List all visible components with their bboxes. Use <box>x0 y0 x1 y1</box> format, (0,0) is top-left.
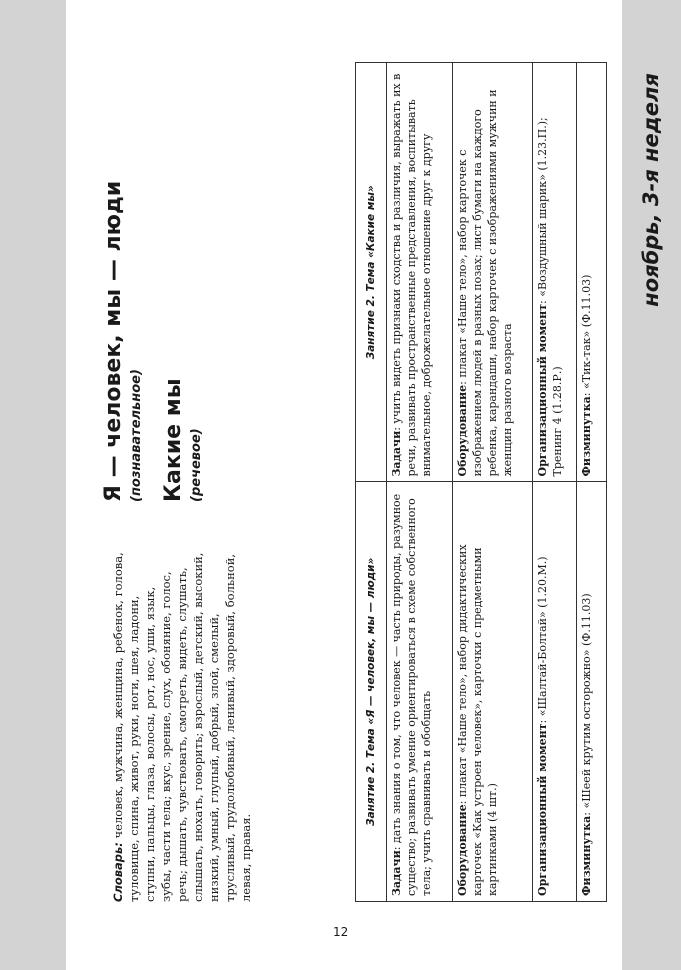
vocabulary-label: Словарь: <box>111 842 125 902</box>
left-org-cell: Организационный момент: «Шалтай-Болтай» (1.20.М.) <box>533 482 577 902</box>
subtitle-cognitive: (познавательное) <box>129 369 144 502</box>
left-phys-cell: Физминутка: «Шеей крутим осторожно» (Ф.11.03) <box>577 482 607 902</box>
left-lesson-header: Занятие 2. Тема «Я — человек, мы — люди» <box>356 482 387 902</box>
titles-block <box>100 102 220 502</box>
rotated-content <box>100 62 622 902</box>
right-org-cell: Организационный момент: «Воздушный шарик» (1.23.П.); Тренинг 4 (1.28.Р.) <box>533 63 577 483</box>
title-speech: Какие мы <box>161 378 186 502</box>
right-phys-cell: Физминутка: «Тик-так» (Ф.11.03) <box>577 63 607 483</box>
left-equipment-cell: Оборудование: плакат «Наше тело», набор дидактических карточек «Как устроен человек», карточки с предметными картинками (4 шт.) <box>453 482 533 902</box>
right-lesson-header: Занятие 2. Тема «Какие мы» <box>356 63 387 483</box>
week-header: ноябрь, 3-я неделя <box>639 73 663 307</box>
right-tasks-cell: Задачи: учить видеть признаки сходства и различия, выражать их в речи, развивать пространственные представления, воспитывать внимательное, доброжелательное отношение друг к другу <box>387 63 453 483</box>
left-tasks-cell: Задачи: дать знания о том, что человек — часть природы, разумное существо; развивать умение ориентироваться в схеме собственного тела; учить сравнивать и обобщать <box>387 482 453 902</box>
lesson-table <box>355 62 607 902</box>
page-number: 12 <box>333 925 349 939</box>
vocabulary-block <box>110 552 254 902</box>
table-row-phys <box>577 63 607 902</box>
vocabulary-text: человек, мужчина, женщина, ребенок, голова, туловище, спина, живот, руки, ноги, шея, ладони, ступни, пальцы, глаза, волосы, рот, нос, уши, язык, зубы, части тела; вкус, зрение, слух, обоняние, голос, речь; дышать, чувствовать, смотреть, видеть, слушать, слышать, нюхать, говорить; взрослый, детский, высокий, низкий, умный, глупый, добрый, злой, смелый, трусливый, трудолюбивый, ленивый, здоровый, больной, левая, правая. <box>111 552 253 902</box>
table-row-equipment <box>453 63 533 902</box>
table-header-row <box>356 63 387 902</box>
table-row-tasks <box>387 63 453 902</box>
right-equipment-cell: Оборудование: плакат «Наше тело», набор карточек с изображением людей в разных позах; лист бумаги на каждого ребенка, карандаши, набор карточек с изображениями мужчин и женщин разного возраста <box>453 63 533 483</box>
title-cognitive: Я — человек, мы — люди <box>101 180 126 502</box>
table-row-org <box>533 63 577 902</box>
subtitle-speech: (речевое) <box>189 428 204 502</box>
left-margin-strip <box>0 0 66 970</box>
